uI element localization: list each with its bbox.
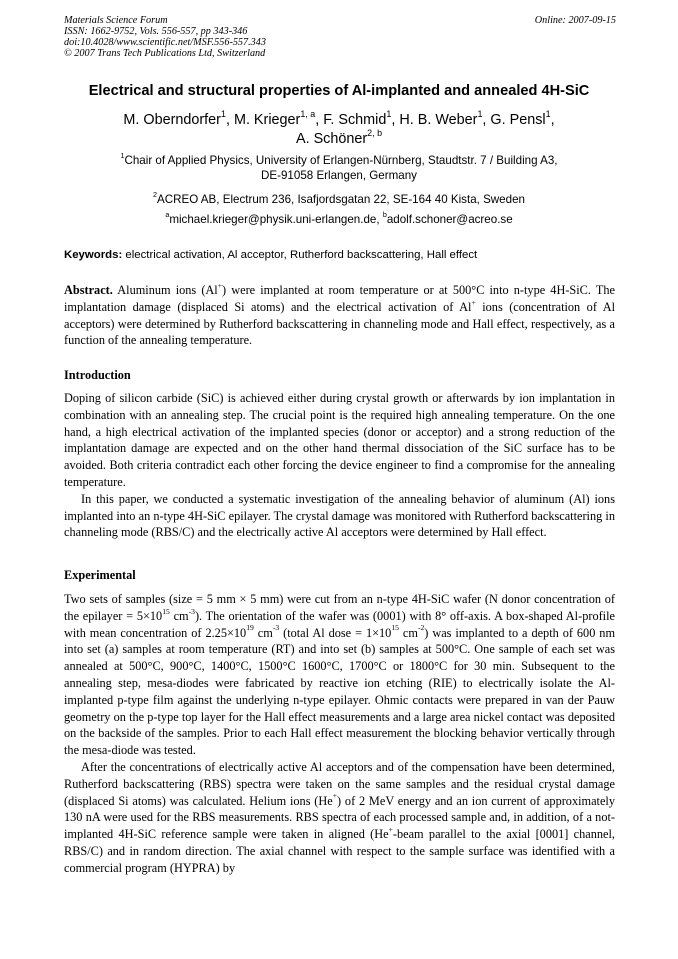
author-affiliation-mark: 2, b bbox=[367, 127, 383, 138]
abstract-label: Abstract. bbox=[64, 283, 113, 297]
doi-line: doi:10.4028/www.scientific.net/MSF.556-557.343 bbox=[64, 37, 266, 48]
superscript: + bbox=[388, 824, 393, 834]
paragraph-text: cm bbox=[398, 625, 418, 640]
affiliation-mark: 1 bbox=[120, 151, 125, 161]
author-name: M. Krieger bbox=[233, 112, 301, 128]
email-a: michael.krieger@physik.uni-erlangen.de, bbox=[169, 213, 383, 226]
keywords-label: Keywords: bbox=[64, 249, 123, 261]
author-affiliation-mark: 1 bbox=[386, 108, 392, 119]
paragraph bbox=[64, 759, 615, 877]
author-name: M. Oberndorfer bbox=[123, 112, 221, 128]
email-line bbox=[40, 212, 638, 227]
section-heading-introduction: Introduction bbox=[64, 368, 131, 382]
abstract-text: ) were implanted at room temperature or at 500°C into n-type 4H-SiC. The implantation damage (displaced Si atoms) and the electrical activation of Al bbox=[64, 283, 615, 314]
paragraph-text: (total Al dose = 1×10 bbox=[279, 625, 392, 640]
paper-title: Electrical and structural properties of Al-implanted and annealed 4H-SiC bbox=[88, 83, 590, 99]
paragraph-text: ) of 2 MeV energy and an ion current of approximately 130 nA were used for the RBS measurements. RBS spectra of each processed sample and, in addition, of a not-implanted 4H-SiC reference sample were taken in aligned (He bbox=[64, 793, 615, 842]
author-separator: , bbox=[391, 112, 400, 128]
online-date: Online: 2007-09-15 bbox=[534, 15, 616, 26]
paragraph-text: ). The orientation of the wafer was (0001) with 8° off-axis. A box-shaped Al-profile with mean concentration of 2.25×10 bbox=[64, 608, 615, 640]
author-list bbox=[40, 108, 638, 149]
abstract-text: ions (concentration of Al acceptors) were determined by Rutherford backscattering in channeling mode and Hall effect, respectively, as a function of the annealing temperature. bbox=[64, 299, 615, 348]
author-affiliation-mark: 1 bbox=[545, 108, 551, 119]
author-affiliation-mark: 1 bbox=[220, 108, 226, 119]
journal-header bbox=[64, 15, 266, 59]
superscript: -2 bbox=[417, 623, 425, 633]
section-heading-experimental: Experimental bbox=[64, 568, 136, 582]
issn-line: ISSN: 1662-9752, Vols. 556-557, pp 343-346 bbox=[64, 26, 248, 37]
affiliation-2 bbox=[40, 192, 638, 207]
affiliation-1-line1: Chair of Applied Physics, University of Erlangen-Nürnberg, Staudtstr. 7 / Building A3, bbox=[124, 154, 558, 167]
affiliation-1-line2: DE-91058 Erlangen, Germany bbox=[261, 169, 417, 182]
paragraph-text: ) was implanted to a depth of 600 nm into set (a) samples at room temperature (RT) and into set (b) samples at 500°C. One sample of each set was annealed at 500°C, 900°C, 1400°C, 1500°C 1600°C, 1700°C or 1800°C for 30 min. Subsequent to the annealing step, mesa-diodes were fabricated by reactive ion etching (RIE) to electrically isolate the Al-implanted p-type film against the underlying n-type epilayer. Ohmic contacts were prepared in van der Pauw geometry on the p-type top layer for the Hall effect measurements and a large area nickel contact was deposited on the backside of the samples. Prior to each Hall effect measurement the blocking behavior vertically through the mesa-diode was tested. bbox=[64, 625, 616, 758]
email-mark: b bbox=[382, 210, 387, 220]
affiliation-2-text: ACREO AB, Electrum 236, Isafjordsgatan 22, SE-164 40 Kista, Sweden bbox=[157, 193, 525, 206]
superscript: + bbox=[217, 280, 223, 290]
superscript: + bbox=[471, 297, 476, 307]
author-separator: , bbox=[550, 112, 555, 128]
paragraph: Doping of silicon carbide (SiC) is achieved either during crystal growth or afterwards by ion implantation in combination with an annealing step. The crucial point is the required high annealing temperature. On the one hand, a high electrical activation of the implanted species (donor or acceptor) and a strong reduction of the implantation damage are expected and on the other hand thermal dissociation of the SiC surface has to be avoided. Both criteria contradict each other forcing the device engineer to find a compromise for the annealing temperature. bbox=[64, 391, 615, 489]
superscript: -3 bbox=[188, 606, 195, 616]
email-b: adolf.schoner@acreo.se bbox=[386, 213, 513, 226]
experimental-body bbox=[64, 591, 615, 877]
paragraph-text: cm bbox=[253, 625, 273, 640]
keywords bbox=[64, 248, 616, 263]
author-name: H. B. Weber bbox=[399, 112, 478, 128]
abstract bbox=[64, 282, 615, 349]
superscript: 19 bbox=[246, 623, 254, 633]
journal-name: Materials Science Forum bbox=[64, 15, 168, 26]
paragraph bbox=[64, 591, 615, 759]
author-affiliation-mark: 1 bbox=[477, 108, 483, 119]
keywords-text: electrical activation, Al acceptor, Rutherford backscattering, Hall effect bbox=[122, 249, 478, 261]
paragraph-text: Two sets of samples (size = 5 mm × 5 mm) were cut from an n-type 4H-SiC wafer (N donor concentration of the epilayer = 5×10 bbox=[64, 592, 615, 623]
email-mark: a bbox=[165, 210, 170, 220]
author-separator: , bbox=[482, 112, 491, 128]
affiliation-1 bbox=[40, 153, 638, 183]
superscript: -3 bbox=[272, 623, 280, 633]
paragraph-text: -beam parallel to the axial [0001] channel, RBS/C) and in random direction. The axial channel with respect to the sample surface was identified with a commercial program (HYPRA) by bbox=[64, 827, 615, 875]
abstract-text: Aluminum ions (Al bbox=[112, 283, 218, 297]
paragraph-text: After the concentrations of electrically active Al acceptors and of the compensation have been determined, Rutherford backscattering (RBS) spectra were taken on the same samples and the residual crystal damage (displaced Si atoms) was calculated. Helium ions (He bbox=[64, 759, 615, 808]
author-name: G. Pensl bbox=[490, 112, 546, 128]
superscript: 15 bbox=[162, 606, 170, 616]
author-affiliation-mark: 1, a bbox=[300, 108, 316, 119]
author-separator: , bbox=[225, 112, 234, 128]
affiliation-mark: 2 bbox=[153, 190, 157, 200]
author-separator: , bbox=[315, 112, 324, 128]
superscript: + bbox=[332, 791, 338, 801]
author-name: F. Schmid bbox=[323, 112, 387, 128]
paragraph: In this paper, we conducted a systematic investigation of the annealing behavior of aluminum (Al) ions implanted into an n-type 4H-SiC epilayer. The crystal damage was monitored with Rutherford backscattering in channeling mode (RBS/C) and the electrically active Al acceptors were determined by Hall effect. bbox=[64, 491, 615, 540]
copyright-line: © 2007 Trans Tech Publications Ltd, Switzerland bbox=[64, 48, 266, 59]
introduction-body bbox=[64, 390, 615, 541]
superscript: 15 bbox=[391, 623, 399, 633]
author-name: A. Schöner bbox=[295, 131, 368, 147]
paragraph-text: cm bbox=[169, 608, 189, 623]
